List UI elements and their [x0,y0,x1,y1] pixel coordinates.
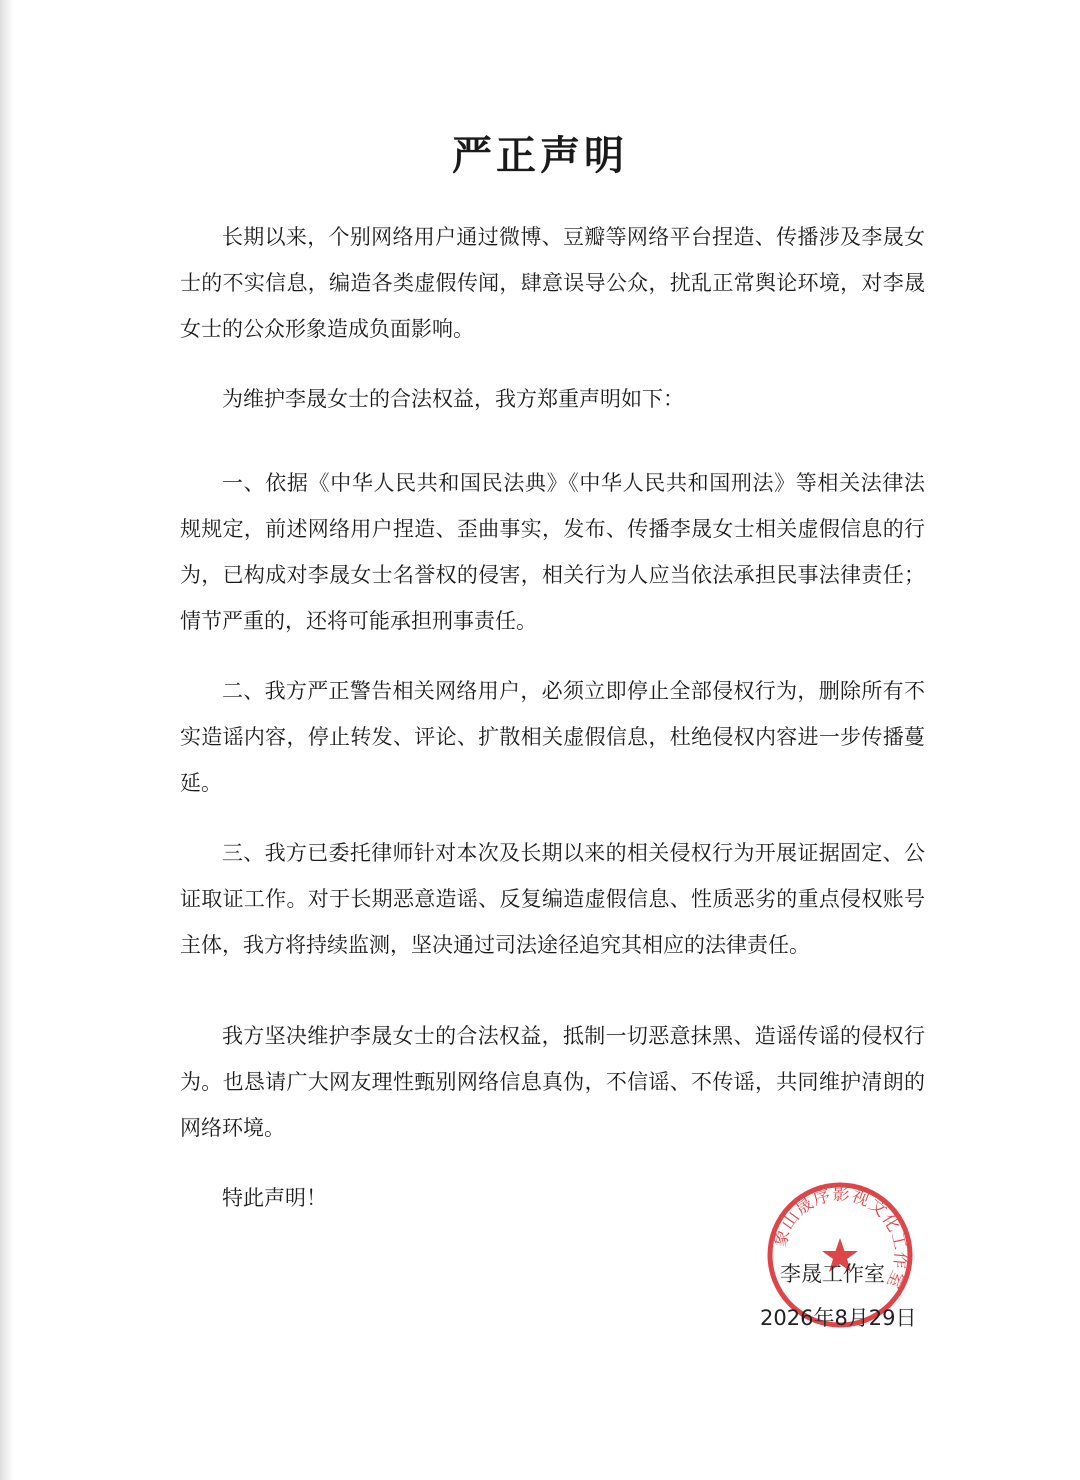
paragraph-point-three: 三、我方已委托律师针对本次及长期以来的相关侵权行为开展证据固定、公证取证工作。对于长期恶意造谣、反复编造虚假信息、性质恶劣的重点侵权账号主体，我方将持续监测，坚决通过司法途径追究其相应的法律责任。 [180,841,925,957]
signing-date: 2026年8月29日 [760,1306,917,1330]
paragraph-point-one: 一、依据《中华人民共和国民法典》《中华人民共和国刑法》等相关法律法规规定，前述网络用户捏造、歪曲事实，发布、传播李晟女士相关虚假信息的行为，已构成对李晟女士名誉权的侵害，相关行为人应当依法承担民事法律责任；情节严重的，还将可能承担刑事责任。 [180,471,925,633]
seal-text: 象山晟序影视文化工作室 [770,1184,911,1293]
signature: 李晟工作室 [780,1262,885,1286]
paragraph-intro: 长期以来，个别网络用户通过微博、豆瓣等网络平台捏造、传播涉及李晟女士的不实信息，编造各类虚假传闻，肆意误导公众，扰乱正常舆论环境，对李晟女士的公众形象造成负面影响。 [180,225,925,341]
page-edge-shadow [0,0,14,1480]
closing-statement: 特此声明！ [222,1186,327,1210]
paragraph-declaration: 为维护李晟女士的合法权益，我方郑重声明如下： [222,387,684,411]
paragraph-point-two: 二、我方严正警告相关网络用户，必须立即停止全部侵权行为，删除所有不实造谣内容，停止转发、评论、扩散相关虚假信息，杜绝侵权内容进一步传播蔓延。 [180,679,925,795]
paragraph-conclusion: 我方坚决维护李晟女士的合法权益，抵制一切恶意抹黑、造谣传谣的侵权行为。也恳请广大网友理性甄别网络信息真伪，不信谣、不传谣，共同维护清朗的网络环境。 [180,1024,925,1140]
document-title: 严正声明 [452,133,628,179]
